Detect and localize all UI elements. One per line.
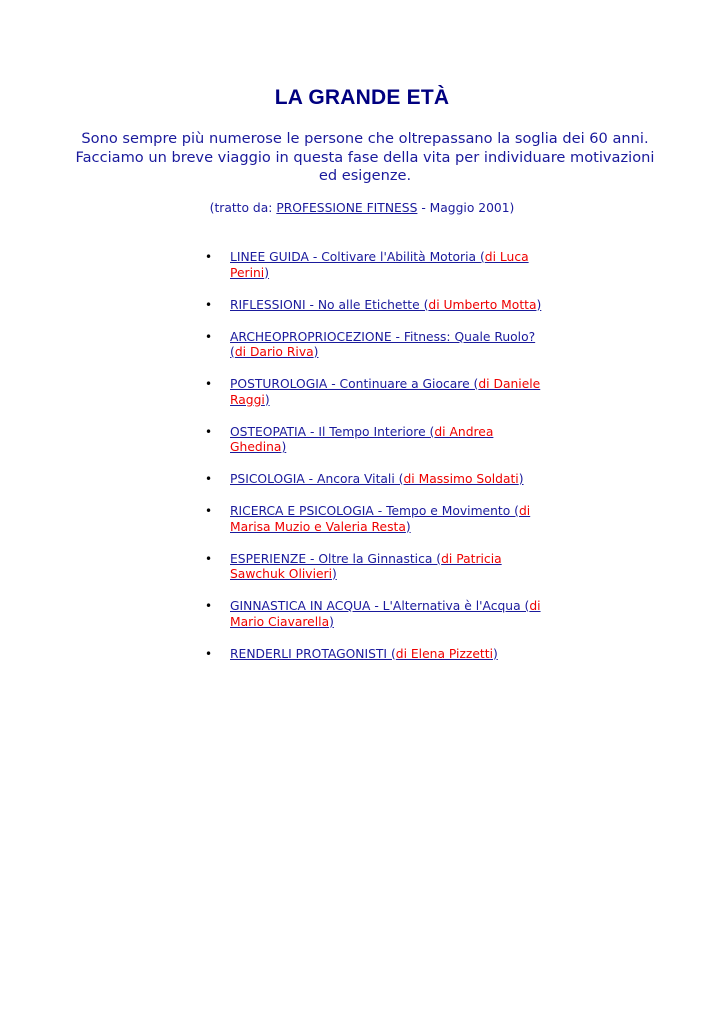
list-item — [205, 424, 550, 456]
article-topic: RIFLESSIONI - No alle Etichette ( — [230, 297, 429, 312]
article-author: di Luca Perini — [230, 250, 529, 280]
article-topic: ARCHEOPROPRIOCEZIONE - Fitness: Quale Ruolo? ( — [230, 329, 536, 359]
article-link[interactable] — [230, 599, 541, 629]
article-close: ) — [329, 614, 334, 629]
article-topic: OSTEOPATIA - Il Tempo Interiore ( — [230, 424, 435, 439]
article-close: ) — [313, 345, 319, 359]
bullet-icon: • — [205, 250, 213, 264]
bullet-icon: • — [205, 377, 213, 391]
article-close: ) — [492, 646, 498, 661]
article-close: ) — [264, 392, 270, 407]
article-topic: LINEE GUIDA - Coltivare l'Abilità Motoria ( — [230, 250, 485, 264]
article-link[interactable] — [230, 647, 498, 661]
list-item — [205, 551, 550, 583]
list-item — [205, 599, 550, 630]
intro-paragraph: Sono sempre più numerose le persone che oltrepassano la soglia dei 60 anni. Facciamo un breve viaggio in questa fase della vita per individuare motivazioni ed esigenze. — [75, 130, 655, 184]
article-close: ) — [281, 440, 287, 454]
source-suffix: - Maggio 2001) — [417, 201, 515, 215]
page-title: LA GRANDE ETÀ — [274, 86, 450, 109]
article-topic: POSTUROLOGIA - Continuare a Giocare ( — [230, 377, 479, 391]
article-close: ) — [264, 265, 270, 280]
article-author: di Mario Ciavarella — [230, 599, 541, 629]
article-topic: RICERCA E PSICOLOGIA - Tempo e Movimento ( — [230, 504, 519, 518]
article-author: di Andrea Ghedina — [230, 424, 494, 454]
article-author: di Marisa Muzio e Valeria Resta — [230, 504, 531, 534]
bullet-icon: • — [205, 424, 213, 439]
list-item — [205, 329, 550, 361]
bullet-icon: • — [205, 599, 213, 613]
article-link[interactable] — [230, 552, 502, 582]
article-author: di Dario Riva — [234, 345, 314, 359]
article-author: di Daniele Raggi — [230, 377, 541, 407]
article-link[interactable] — [230, 472, 524, 486]
article-link[interactable] — [230, 425, 493, 455]
article-link[interactable] — [230, 377, 540, 407]
article-topic: ESPERIENZE - Oltre la Ginnastica ( — [230, 551, 442, 566]
list-item — [205, 297, 550, 314]
article-list — [205, 250, 550, 679]
source-line — [0, 201, 724, 215]
list-item — [205, 250, 550, 281]
list-item — [205, 377, 550, 408]
article-link[interactable] — [230, 298, 541, 312]
list-item — [205, 472, 550, 488]
article-link[interactable] — [230, 250, 529, 280]
article-close: ) — [332, 567, 337, 581]
source-link[interactable]: PROFESSIONE FITNESS — [276, 201, 418, 215]
article-link[interactable] — [230, 330, 535, 360]
bullet-icon: • — [205, 551, 213, 566]
bullet-icon: • — [205, 504, 213, 518]
list-item — [205, 646, 550, 663]
article-author: di Elena Pizzetti — [395, 646, 493, 661]
bullet-icon: • — [205, 297, 213, 312]
source-prefix: (tratto da: — [209, 201, 277, 215]
article-author: di Massimo Soldati — [403, 472, 519, 486]
bullet-icon: • — [205, 646, 213, 661]
article-link[interactable] — [230, 504, 530, 534]
bullet-icon: • — [205, 329, 213, 344]
list-item — [205, 504, 550, 535]
bullet-icon: • — [205, 472, 213, 486]
article-close: ) — [405, 519, 411, 534]
article-close: ) — [536, 297, 542, 312]
article-author: di Umberto Motta — [428, 297, 537, 312]
article-topic: GINNASTICA IN ACQUA - L'Alternativa è l'Acqua ( — [230, 599, 530, 613]
article-close: ) — [518, 472, 524, 486]
article-topic: RENDERLI PROTAGONISTI ( — [230, 646, 396, 661]
article-author: di Patricia Sawchuk Olivieri — [230, 551, 502, 581]
article-topic: PSICOLOGIA - Ancora Vitali ( — [230, 472, 404, 486]
